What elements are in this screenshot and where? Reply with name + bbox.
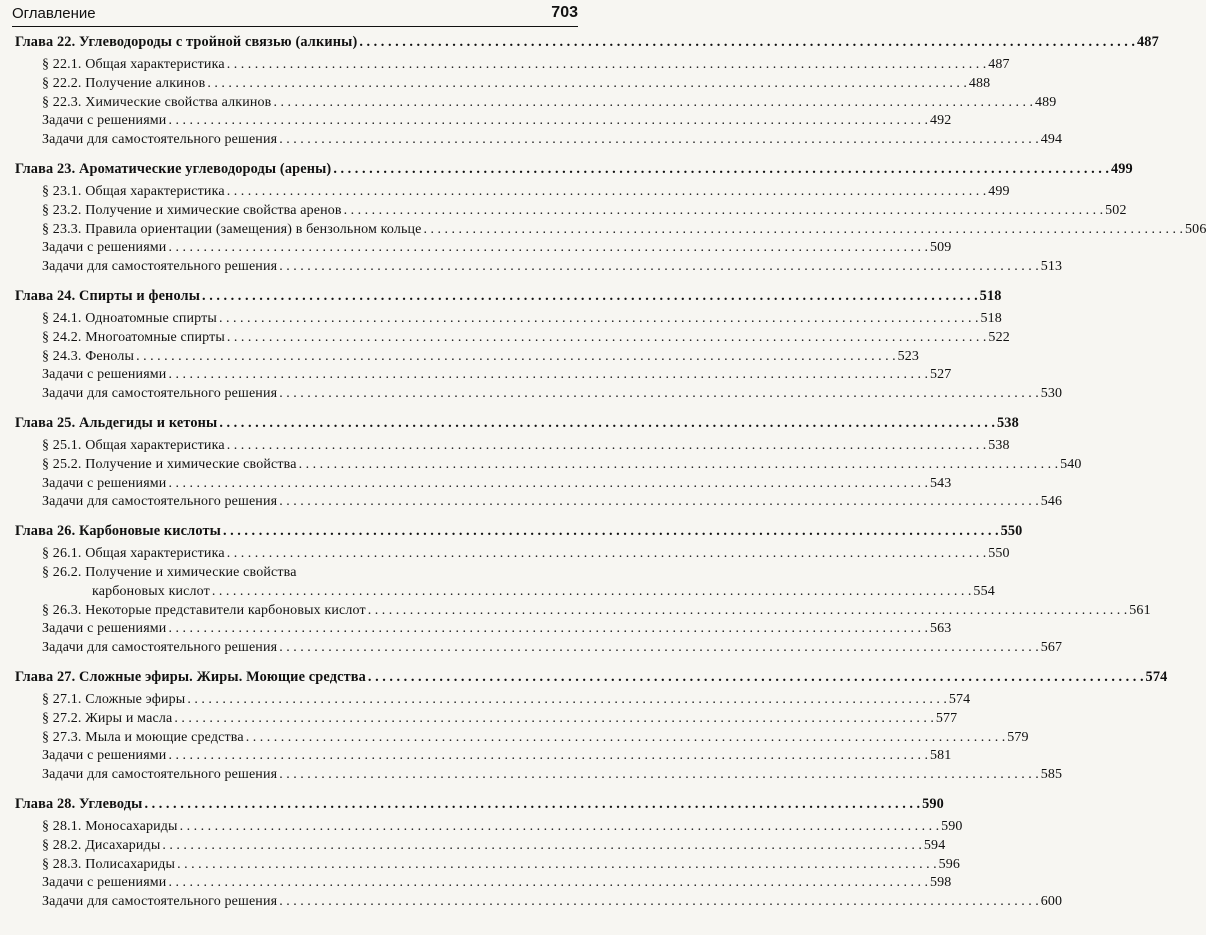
dot-leader bbox=[168, 239, 928, 258]
dot-leader bbox=[180, 818, 940, 837]
dot-leader bbox=[424, 221, 1184, 240]
entry-title: § 26.3. Некоторые представители карбоновых кислот bbox=[42, 602, 366, 618]
entry-title: Задачи с решениями bbox=[42, 621, 167, 637]
dot-leader bbox=[219, 413, 995, 433]
chapter-title: Глава 24. Спирты и фенолы bbox=[15, 287, 201, 304]
dot-leader bbox=[279, 258, 1039, 277]
page-ref: 530 bbox=[1040, 386, 1063, 402]
toc-chapter-row[interactable] bbox=[0, 32, 1159, 52]
entry-title: § 26.1. Общая характеристика bbox=[42, 546, 225, 562]
dot-leader bbox=[279, 639, 1039, 658]
dot-leader bbox=[279, 493, 1039, 512]
toc-entry-row[interactable] bbox=[0, 691, 971, 710]
page-ref: 527 bbox=[929, 367, 952, 383]
toc-entry-row[interactable] bbox=[0, 310, 1002, 329]
dot-leader bbox=[368, 602, 1128, 621]
entry-title: § 23.2. Получение и химические свойства аренов bbox=[42, 202, 342, 218]
page-ref: 487 bbox=[988, 57, 1010, 72]
dot-leader bbox=[333, 159, 1109, 179]
dot-leader bbox=[227, 437, 987, 456]
dot-leader bbox=[227, 545, 987, 564]
toc-entry-row[interactable] bbox=[0, 258, 1063, 277]
entry-title: Задачи с решениями bbox=[42, 748, 167, 764]
entry-title: § 27.3. Мыла и моющие средства bbox=[42, 729, 244, 745]
entry-title: Задачи с решениями bbox=[42, 475, 167, 491]
dot-leader bbox=[223, 521, 999, 541]
page-ref: 522 bbox=[988, 329, 1010, 345]
dot-leader bbox=[368, 667, 1144, 687]
page-ref: 492 bbox=[929, 113, 952, 129]
dot-leader bbox=[162, 837, 922, 856]
page-header bbox=[12, 4, 578, 27]
toc-entry-row[interactable] bbox=[0, 366, 952, 385]
toc-entry-row[interactable] bbox=[0, 456, 1082, 475]
page-ref: 550 bbox=[988, 546, 1010, 562]
toc-entry-row[interactable] bbox=[0, 385, 1063, 404]
dot-leader bbox=[344, 202, 1104, 221]
entry-title: § 24.2. Многоатомные спирты bbox=[42, 329, 225, 345]
page-ref: 600 bbox=[1040, 894, 1063, 910]
toc-entry-row[interactable] bbox=[0, 766, 1063, 785]
page-ref: 499 bbox=[988, 183, 1010, 199]
toc-entry-row[interactable] bbox=[0, 221, 1206, 240]
toc-chapter-row[interactable] bbox=[0, 521, 1023, 541]
dot-leader bbox=[279, 385, 1039, 404]
page-number: 703 bbox=[551, 4, 578, 21]
toc-entry-row[interactable] bbox=[0, 893, 1063, 912]
dot-leader bbox=[246, 729, 1006, 748]
page-ref: 598 bbox=[929, 875, 952, 891]
chapter-title: Глава 23. Ароматические углеводороды (арены) bbox=[15, 160, 332, 177]
page-ref: 509 bbox=[929, 240, 952, 256]
entry-title: § 23.1. Общая характеристика bbox=[42, 183, 225, 199]
dot-leader bbox=[227, 56, 987, 75]
dot-leader bbox=[168, 620, 928, 639]
toc-chapter-row[interactable] bbox=[0, 413, 1019, 433]
entry-title: карбоновых кислот bbox=[92, 583, 210, 599]
entry-title: Задачи с решениями bbox=[42, 240, 167, 256]
entry-title: Задачи с решениями bbox=[42, 113, 167, 129]
entry-title: § 28.1. Моносахариды bbox=[42, 818, 178, 834]
dot-leader bbox=[168, 366, 928, 385]
page-ref: 574 bbox=[948, 691, 971, 707]
page-ref: 550 bbox=[1000, 523, 1023, 540]
entry-title: § 27.2. Жиры и масла bbox=[42, 710, 173, 726]
page-ref: 554 bbox=[973, 583, 995, 599]
toc-entry-row[interactable] bbox=[0, 183, 1010, 202]
page-ref: 596 bbox=[938, 856, 961, 872]
dot-leader bbox=[273, 94, 1033, 113]
toc-entry-row[interactable] bbox=[0, 94, 1057, 113]
dot-leader bbox=[359, 32, 1135, 52]
entry-title: Задачи для самостоятельного решения bbox=[42, 494, 278, 510]
dot-leader bbox=[212, 583, 972, 602]
page-ref: 579 bbox=[1007, 729, 1029, 745]
entry-title: Задачи для самостоятельного решения bbox=[42, 640, 278, 656]
toc-chapter-row[interactable] bbox=[0, 667, 1168, 687]
page-ref: 540 bbox=[1060, 456, 1082, 472]
section-title: Оглавление bbox=[12, 5, 96, 22]
page-ref: 506 bbox=[1185, 221, 1206, 237]
dot-leader bbox=[168, 475, 928, 494]
entry-title: § 26.2. Получение и химические свойства bbox=[42, 564, 297, 580]
dot-leader bbox=[207, 75, 967, 94]
page-ref: 577 bbox=[935, 710, 958, 726]
dot-leader bbox=[279, 766, 1039, 785]
page-ref: 518 bbox=[979, 287, 1002, 304]
page-ref: 523 bbox=[897, 348, 920, 364]
toc-chapter-row[interactable] bbox=[0, 159, 1133, 179]
entry-title: Задачи для самостоятельного решения bbox=[42, 132, 278, 148]
dot-leader bbox=[279, 893, 1039, 912]
toc-entry-row[interactable] bbox=[0, 329, 1010, 348]
toc-entry-row[interactable] bbox=[0, 729, 1029, 748]
page-ref: 487 bbox=[1136, 34, 1159, 50]
entry-title: § 22.2. Получение алкинов bbox=[42, 75, 206, 91]
page-ref: 561 bbox=[1129, 602, 1151, 618]
page-ref: 567 bbox=[1040, 640, 1063, 656]
page-ref: 590 bbox=[922, 795, 944, 812]
dot-leader bbox=[168, 874, 928, 893]
toc-entry-row[interactable] bbox=[0, 437, 1010, 456]
page-ref: 590 bbox=[941, 818, 963, 834]
toc-entry-row[interactable] bbox=[0, 75, 991, 94]
chapter-title: Глава 27. Сложные эфиры. Жиры. Моющие средства bbox=[15, 668, 366, 685]
toc-entry-row[interactable] bbox=[0, 475, 952, 494]
entry-title: Задачи с решениями bbox=[42, 875, 167, 891]
page-ref: 546 bbox=[1040, 494, 1063, 510]
entry-title: § 25.1. Общая характеристика bbox=[42, 437, 225, 453]
toc-entry-row[interactable] bbox=[0, 239, 952, 258]
toc-chapter-row[interactable] bbox=[0, 794, 944, 814]
toc-entry-row[interactable] bbox=[0, 620, 952, 639]
entry-title: § 24.1. Одноатомные спирты bbox=[42, 310, 217, 326]
page-ref: 502 bbox=[1105, 202, 1127, 218]
entry-title: § 22.3. Химические свойства алкинов bbox=[42, 94, 272, 110]
toc-entry-row[interactable] bbox=[0, 602, 1151, 621]
dot-leader bbox=[177, 856, 937, 875]
toc-entry-row[interactable] bbox=[0, 818, 963, 837]
entry-title: Задачи для самостоятельного решения bbox=[42, 767, 278, 783]
chapter-title: Глава 25. Альдегиды и кетоны bbox=[15, 414, 218, 431]
entry-title: § 23.3. Правила ориентации (замещения) в бензольном кольце bbox=[42, 221, 422, 237]
chapter-title: Глава 28. Углеводы bbox=[15, 795, 143, 812]
toc-entry-row[interactable] bbox=[0, 348, 920, 367]
dot-leader bbox=[187, 691, 947, 710]
page-ref: 494 bbox=[1040, 132, 1063, 148]
dot-leader bbox=[168, 112, 928, 131]
dot-leader bbox=[299, 456, 1059, 475]
page-ref: 499 bbox=[1110, 160, 1133, 177]
page-ref: 489 bbox=[1034, 94, 1057, 110]
page-ref: 538 bbox=[988, 437, 1010, 453]
page-ref: 563 bbox=[929, 621, 952, 637]
chapter-title: Глава 22. Углеводороды с тройной связью (алкины) bbox=[15, 34, 358, 50]
toc-entry-row[interactable] bbox=[0, 710, 958, 729]
entry-title: § 28.2. Дисахариды bbox=[42, 837, 161, 853]
toc-entry-row[interactable] bbox=[0, 747, 952, 766]
page-ref: 543 bbox=[929, 475, 952, 491]
entry-title: § 22.1. Общая характеристика bbox=[42, 57, 225, 72]
entry-title: Задачи для самостоятельного решения bbox=[42, 259, 278, 275]
page-ref: 538 bbox=[996, 414, 1019, 431]
toc-entry-row[interactable] bbox=[0, 545, 1010, 564]
dot-leader bbox=[219, 310, 979, 329]
toc-entry-row[interactable] bbox=[0, 639, 1063, 658]
chapter-title: Глава 26. Карбоновые кислоты bbox=[15, 523, 221, 540]
dot-leader bbox=[136, 348, 896, 367]
entry-title: § 24.3. Фенолы bbox=[42, 348, 135, 364]
entry-title: Задачи для самостоятельного решения bbox=[42, 386, 278, 402]
dot-leader bbox=[202, 286, 978, 306]
toc-entry-row[interactable] bbox=[0, 202, 1127, 221]
entry-title: Задачи для самостоятельного решения bbox=[42, 894, 278, 910]
entry-title: Задачи с решениями bbox=[42, 367, 167, 383]
dot-leader bbox=[174, 710, 934, 729]
page-ref: 488 bbox=[968, 75, 991, 91]
page-ref: 585 bbox=[1040, 767, 1063, 783]
toc-chapter-row[interactable] bbox=[0, 286, 1002, 306]
toc-entry-row[interactable] bbox=[0, 131, 1063, 150]
toc-entry-row[interactable] bbox=[0, 856, 961, 875]
page-ref: 581 bbox=[929, 748, 952, 764]
page-ref: 518 bbox=[980, 310, 1002, 326]
toc-entry-row[interactable] bbox=[0, 583, 995, 602]
entry-title: § 25.2. Получение и химические свойства bbox=[42, 456, 297, 472]
toc-entry-row[interactable] bbox=[0, 837, 946, 856]
toc-entry-row[interactable] bbox=[0, 493, 1063, 512]
page-ref: 513 bbox=[1040, 259, 1063, 275]
dot-leader bbox=[227, 183, 987, 202]
entry-title: § 28.3. Полисахариды bbox=[42, 856, 176, 872]
entry-title: § 27.1. Сложные эфиры bbox=[42, 691, 186, 707]
dot-leader bbox=[168, 747, 928, 766]
dot-leader bbox=[227, 329, 987, 348]
toc-entry-row[interactable] bbox=[0, 874, 952, 893]
page-ref: 594 bbox=[923, 837, 946, 853]
toc-entry-row[interactable] bbox=[0, 112, 952, 131]
dot-leader bbox=[279, 131, 1039, 150]
dot-leader bbox=[144, 794, 920, 814]
toc-entry-row[interactable] bbox=[0, 56, 1010, 75]
toc-entry-row[interactable] bbox=[0, 564, 624, 583]
page-ref: 574 bbox=[1145, 668, 1168, 685]
table-of-contents bbox=[0, 32, 1206, 912]
